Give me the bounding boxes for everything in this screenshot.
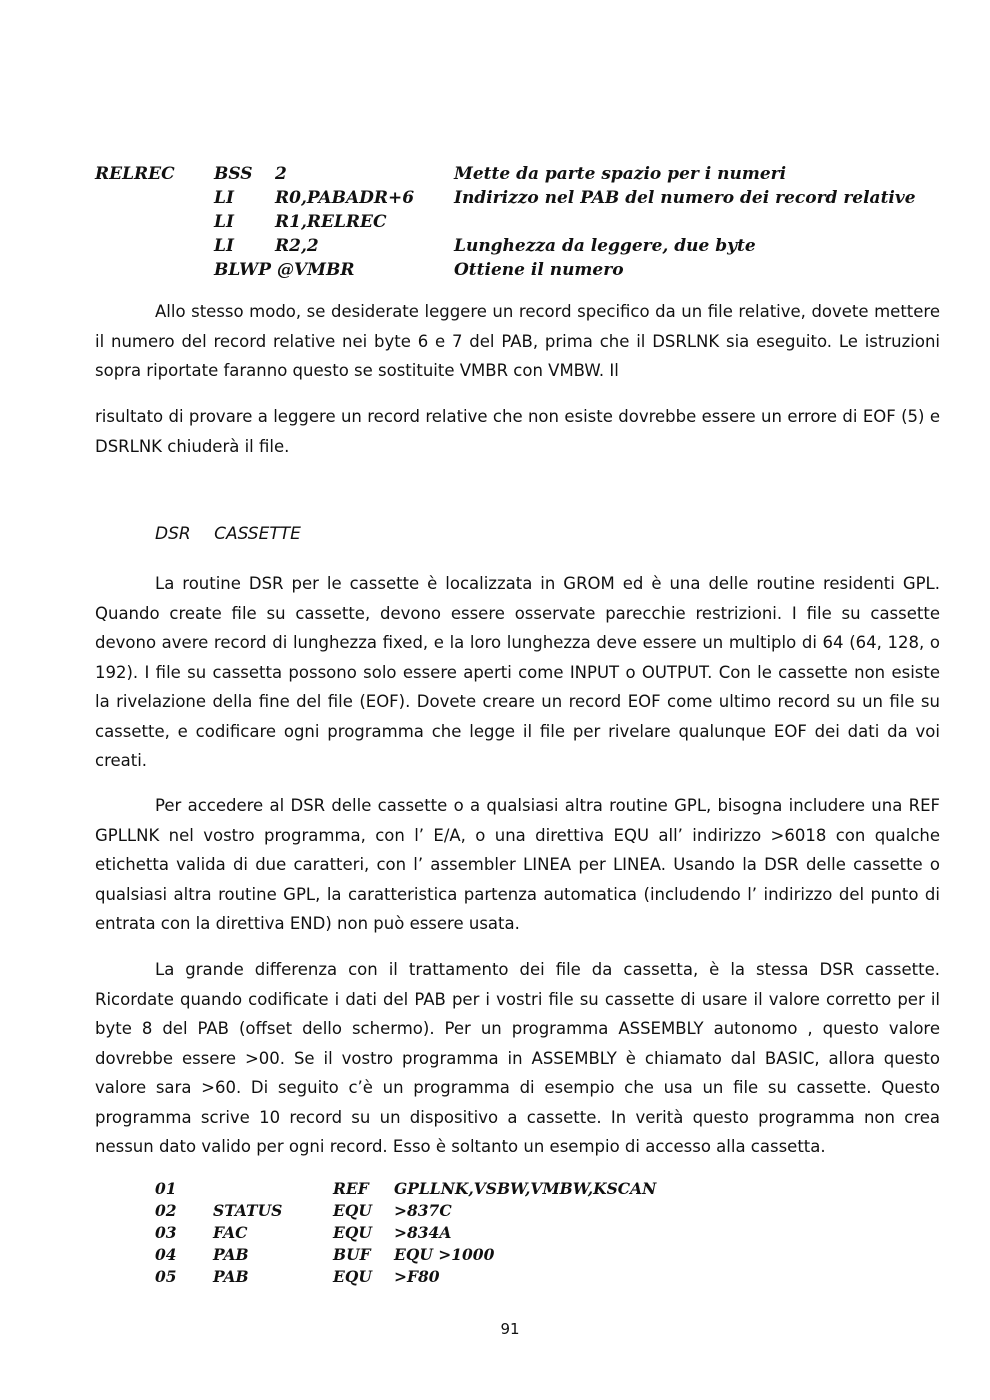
- code-label: FAC: [213, 1223, 248, 1242]
- code-arg: R1,RELREC: [275, 212, 387, 232]
- code-arg: EQU >1000: [394, 1245, 495, 1264]
- code-comment: Indirizzo nel PAB del numero dei record relative: [454, 188, 916, 208]
- code-arg: >834A: [394, 1223, 452, 1242]
- code-op: BLWP @VMBR: [214, 260, 355, 280]
- code-arg: >837C: [394, 1201, 452, 1220]
- code-op: LI: [214, 212, 234, 232]
- section-heading: DSR CASSETTE: [155, 524, 301, 544]
- code-op: REF: [333, 1179, 369, 1198]
- line-number: 03: [155, 1223, 177, 1242]
- line-number: 01: [155, 1179, 177, 1198]
- code-op: EQU: [333, 1201, 372, 1220]
- code-arg: 2: [275, 164, 287, 184]
- code-label: PAB: [213, 1267, 249, 1286]
- line-number: 05: [155, 1267, 177, 1286]
- code-label: RELREC: [95, 164, 175, 184]
- code-op: LI: [214, 188, 234, 208]
- code-op: EQU: [333, 1267, 372, 1286]
- code-op: BUF: [333, 1245, 371, 1264]
- paragraph-relative-error: risultato di provare a leggere un record relative che non esiste dovrebbe essere un errore di EOF (5) e DSRLNK chiuderà il file.: [95, 407, 940, 456]
- paragraph-cassette-routine: La routine DSR per le cassette è localizzata in GROM ed è una delle routine residenti GPL. Quando create file su cassette, devono essere osservate parecchie restrizioni. I file su cassette devono avere record di lunghezza fixed, e la loro lunghezza deve essere un multiplo di 64 (64, 128, o 192). I file su cassetta possono solo essere aperti come INPUT o OUTPUT. Con le cassette non esiste la rivelazione della fine del file (EOF). Dovete creare un record EOF come ultimo record su un file su cassette, e codificare ogni programma che legge il file per rivelare qualunque EOF dei dati da voi creati.: [95, 574, 940, 770]
- code-arg: GPLLNK,VSBW,VMBW,KSCAN: [394, 1179, 657, 1198]
- page-number: 91: [500, 1320, 520, 1338]
- code-arg: R0,PABADR+6: [275, 188, 415, 208]
- line-number: 02: [155, 1201, 177, 1220]
- code-comment: Lunghezza da leggere, due byte: [454, 236, 756, 256]
- paragraph-relative-record: Allo stesso modo, se desiderate leggere un record specifico da un file relative, dovete mettere il numero del record relative nei byte 6 e 7 del PAB, prima che il DSRLNK sia eseguito. Le istruzioni sopra riportate faranno questo se sostituite VMBR con VMBW. Il: [95, 302, 940, 380]
- code-label: STATUS: [213, 1201, 283, 1220]
- code-op: BSS: [214, 164, 253, 184]
- code-op: EQU: [333, 1223, 372, 1242]
- code-label: PAB: [213, 1245, 249, 1264]
- code-op: LI: [214, 236, 234, 256]
- code-arg: >F80: [394, 1267, 440, 1286]
- paragraph-pab-offset: La grande differenza con il trattamento dei file da cassetta, è la stessa DSR cassette. Ricordate quando codificate i dati del PAB per i vostri file su cassette di usare il valore corretto per il byte 8 del PAB (offset dello schermo). Per un programma ASSEMBLY autonomo , questo valore dovrebbe essere >00. Se il vostro programma in ASSEMBLY è chiamato dal BASIC, allora questo valore sara >60. Di seguito c’è un programma di esempio che usa un file su cassette. Questo programma scrive 10 record su un dispositivo a cassette. In verità questo programma non crea nessun dato valido per ogni record. Esso è soltanto un esempio di accesso alla cassetta.: [95, 960, 940, 1156]
- line-number: 04: [155, 1245, 177, 1264]
- code-arg: R2,2: [275, 236, 319, 256]
- paragraph-gpllnk-access: Per accedere al DSR delle cassette o a qualsiasi altra routine GPL, bisogna includere una REF GPLLNK nel vostro programma, con l’ E/A, o una direttiva EQU all’ indirizzo >6018 con qualche etichetta valida di due caratteri, con l’ assembler LINEA per LINEA. Usando la DSR delle cassette o qualsiasi altra routine GPL, la caratteristica partenza automatica (includendo l’ indirizzo del punto di entrata con la direttiva END) non può essere usata.: [95, 796, 940, 933]
- code-comment: Mette da parte spazio per i numeri: [454, 164, 787, 184]
- code-comment: Ottiene il numero: [454, 260, 624, 280]
